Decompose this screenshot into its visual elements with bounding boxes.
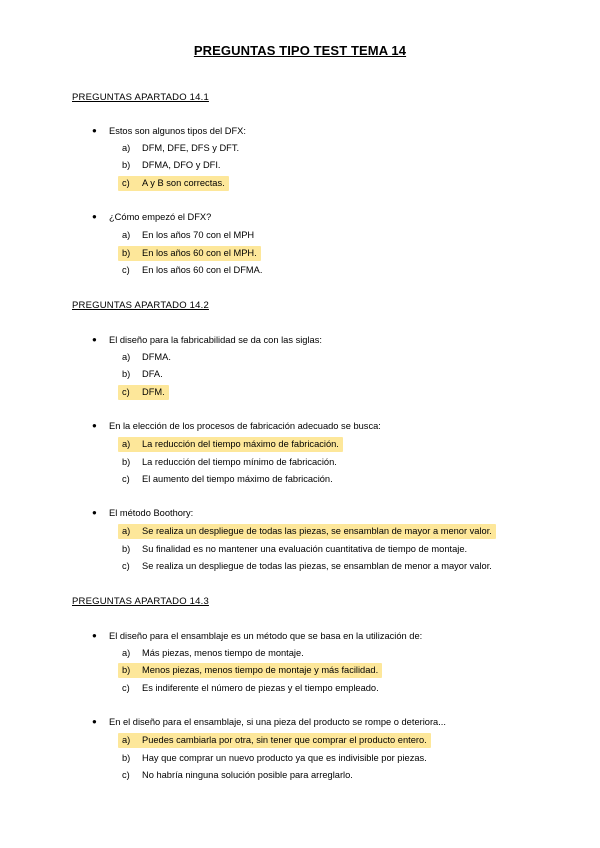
option-letter: c) <box>122 561 130 571</box>
question-3 <box>92 335 322 345</box>
option-text: Puedes cambiarla por otra, sin tener que comprar el producto entero. <box>142 735 427 745</box>
bullet-icon: ● <box>92 212 97 221</box>
question-4 <box>92 421 381 431</box>
question-7 <box>92 717 446 727</box>
option-b <box>118 158 225 173</box>
option-letter: c) <box>122 265 130 275</box>
option-text: El aumento del tiempo máximo de fabricación. <box>142 474 333 484</box>
bullet-icon: ● <box>92 421 97 430</box>
option-c <box>118 768 357 783</box>
option-text: No habría ninguna solución posible para arreglarlo. <box>142 770 353 780</box>
option-text: En los años 60 con el MPH. <box>142 248 257 258</box>
option-b <box>118 455 341 470</box>
option-text: DFMA. <box>142 352 171 362</box>
option-letter: c) <box>122 683 130 693</box>
option-text: Más piezas, menos tiempo de montaje. <box>142 648 304 658</box>
option-text: Se realiza un despliegue de todas las piezas, se ensamblan de menor a mayor valor. <box>142 561 492 571</box>
question-2 <box>92 212 211 222</box>
option-letter: c) <box>122 474 130 484</box>
option-a-correct <box>118 437 343 452</box>
option-letter: a) <box>122 648 131 658</box>
bullet-icon: ● <box>92 717 97 726</box>
question-text: El método Boothory: <box>109 508 194 518</box>
option-text: DFA. <box>142 369 163 379</box>
bullet-icon: ● <box>92 508 97 517</box>
option-letter: a) <box>122 230 131 240</box>
option-b-correct <box>118 246 261 261</box>
option-letter: b) <box>122 544 131 554</box>
option-text: La reducción del tiempo máximo de fabricación. <box>142 439 339 449</box>
option-a <box>118 350 175 365</box>
option-text: La reducción del tiempo mínimo de fabricación. <box>142 457 337 467</box>
option-a <box>118 646 308 661</box>
bullet-icon: ● <box>92 335 97 344</box>
option-letter: b) <box>122 160 131 170</box>
option-letter: b) <box>122 457 131 467</box>
option-text: A y B son correctas. <box>142 178 225 188</box>
option-c <box>118 472 337 487</box>
question-1 <box>92 126 246 136</box>
option-letter: a) <box>122 352 131 362</box>
option-text: Se realiza un despliegue de todas las piezas, se ensamblan de mayor a menor valor. <box>142 526 492 536</box>
question-text: El diseño para la fabricabilidad se da con las siglas: <box>109 335 322 345</box>
question-text: El diseño para el ensamblaje es un método que se basa en la utilización de: <box>109 631 423 641</box>
option-b-correct <box>118 663 382 678</box>
option-a-correct <box>118 733 431 748</box>
question-5 <box>92 508 193 518</box>
question-text: En la elección de los procesos de fabricación adecuado se busca: <box>109 421 381 431</box>
option-b <box>118 367 167 382</box>
option-c-correct <box>118 176 229 191</box>
option-b <box>118 542 471 557</box>
option-c <box>118 559 496 574</box>
option-letter: a) <box>122 526 131 536</box>
option-letter: a) <box>122 735 131 745</box>
option-text: Es indiferente el número de piezas y el tiempo empleado. <box>142 683 379 693</box>
option-letter: b) <box>122 248 131 258</box>
option-a-correct <box>118 524 496 539</box>
option-c <box>118 681 383 696</box>
option-text: DFMA, DFO y DFI. <box>142 160 221 170</box>
question-text: ¿Cómo empezó el DFX? <box>109 212 212 222</box>
option-letter: b) <box>122 753 131 763</box>
option-a <box>118 228 258 243</box>
option-letter: a) <box>122 143 131 153</box>
option-a <box>118 141 243 156</box>
question-text: Estos son algunos tipos del DFX: <box>109 126 246 136</box>
section-heading-14-2: PREGUNTAS APARTADO 14.2 <box>72 300 209 311</box>
question-6 <box>92 631 422 641</box>
option-c-correct <box>118 385 169 400</box>
option-text: En los años 60 con el DFMA. <box>142 265 263 275</box>
option-text: Su finalidad es no mantener una evaluación cuantitativa de tiempo de montaje. <box>142 544 468 554</box>
question-text: En el diseño para el ensamblaje, si una pieza del producto se rompe o deteriora... <box>109 717 446 727</box>
bullet-icon: ● <box>92 631 97 640</box>
document-title: PREGUNTAS TIPO TEST TEMA 14 <box>193 43 407 58</box>
option-letter: b) <box>122 665 131 675</box>
option-b <box>118 751 431 766</box>
option-text: En los años 70 con el MPH <box>142 230 255 240</box>
option-letter: c) <box>122 387 130 397</box>
option-letter: b) <box>122 369 131 379</box>
option-text: DFM, DFE, DFS y DFT. <box>142 143 240 153</box>
option-text: DFM. <box>142 387 165 397</box>
option-letter: a) <box>122 439 131 449</box>
bullet-icon: ● <box>92 126 97 135</box>
option-text: Menos piezas, menos tiempo de montaje y más facilidad. <box>142 665 379 675</box>
option-letter: c) <box>122 770 130 780</box>
option-c <box>118 263 266 278</box>
option-letter: c) <box>122 178 130 188</box>
option-text: Hay que comprar un nuevo producto ya que es indivisible por piezas. <box>142 753 427 763</box>
section-heading-14-3: PREGUNTAS APARTADO 14.3 <box>72 596 209 607</box>
section-heading-14-1: PREGUNTAS APARTADO 14.1 <box>72 92 209 103</box>
